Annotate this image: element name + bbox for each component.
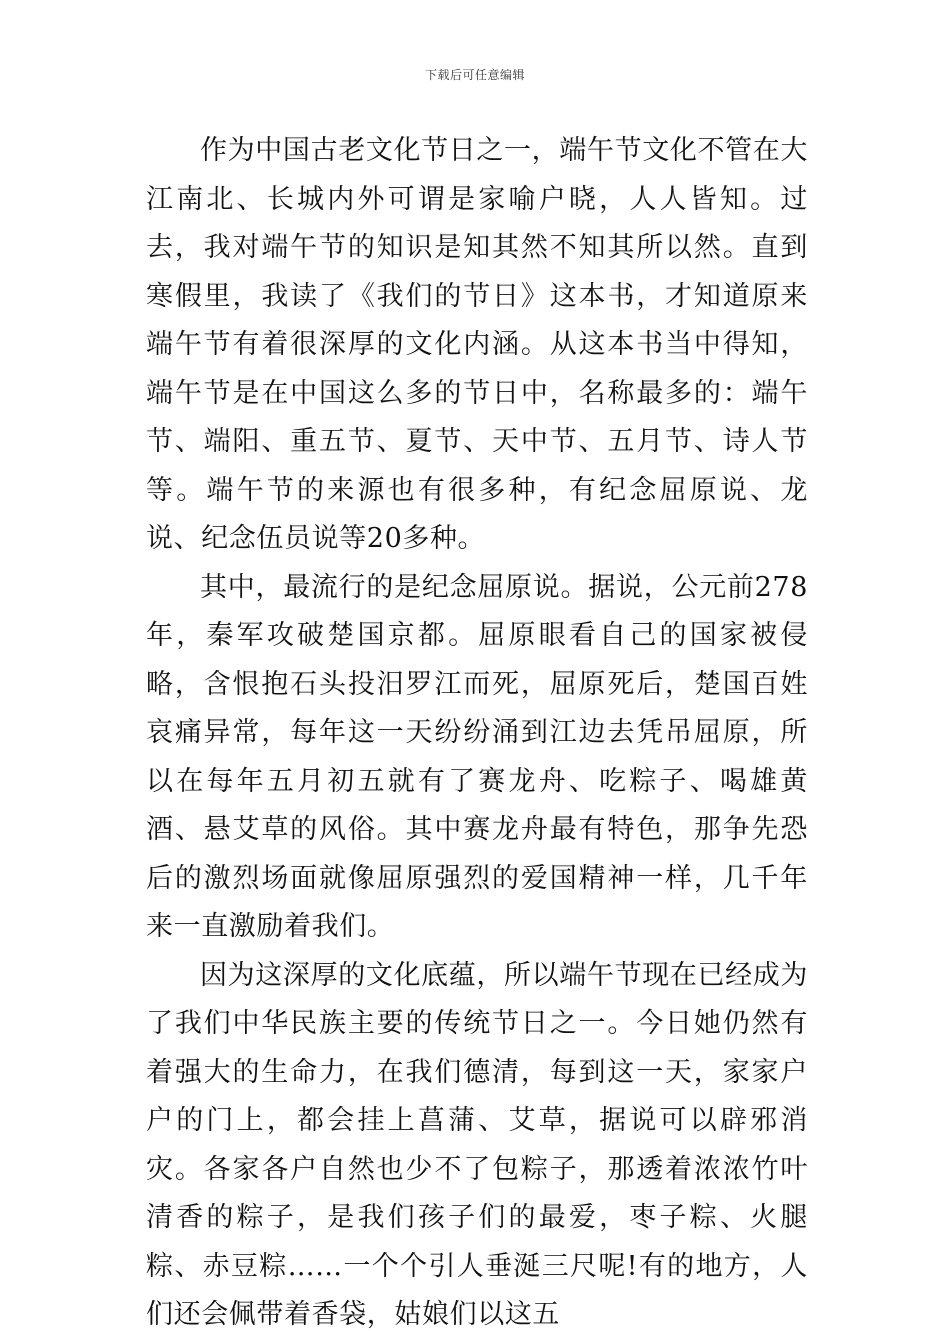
document-body bbox=[146, 127, 808, 1340]
paragraph-2: 其中，最流行的是纪念屈原说。据说，公元前278年，秦军攻破楚国京都。屈原眼看自己的国家被侵略，含恨抱石头投汨罗江而死，屈原死后，楚国百姓哀痛异常，每年这一天纷纷涌到江边去凭吊屈原，所以在每年五月初五就有了赛龙舟、吃粽子、喝雄黄酒、悬艾草的风俗。其中赛龙舟最有特色，那争先恐后的激烈场面就像屈原强烈的爱国精神一样，几千年来一直激励着我们。 bbox=[146, 571, 808, 942]
page-header-note: 下载后可任意编辑 bbox=[424, 68, 525, 82]
paragraph-3: 因为这深厚的文化底蕴，所以端午节现在已经成为了我们中华民族主要的传统节日之一。今日她仍然有着强大的生命力，在我们德清，每到这一天，家家户户的门上，都会挂上菖蒲、艾草，据说可以辟邪消灾。各家各户自然也少不了包粽子，那透着浓浓竹叶清香的粽子，是我们孩子们的最爱，枣子粽、火腿粽、赤豆粽……一个个引人垂涎三尺呢!有的地方，人们还会佩带着香袋，姑娘们以这五 bbox=[146, 959, 808, 1330]
paragraph-1: 作为中国古老文化节日之一，端午节文化不管在大江南北、长城内外可谓是家喻户晓，人人皆知。过去，我对端午节的知识是知其然不知其所以然。直到寒假里，我读了《我们的节日》这本书，才知道原来端午节有着很深厚的文化内涵。从这本书当中得知，端午节是在中国这么多的节日中，名称最多的：端午节、端阳、重五节、夏节、天中节、五月节、诗人节等。端午节的来源也有很多种，有纪念屈原说、龙说、纪念伍员说等20多种。 bbox=[146, 135, 808, 554]
